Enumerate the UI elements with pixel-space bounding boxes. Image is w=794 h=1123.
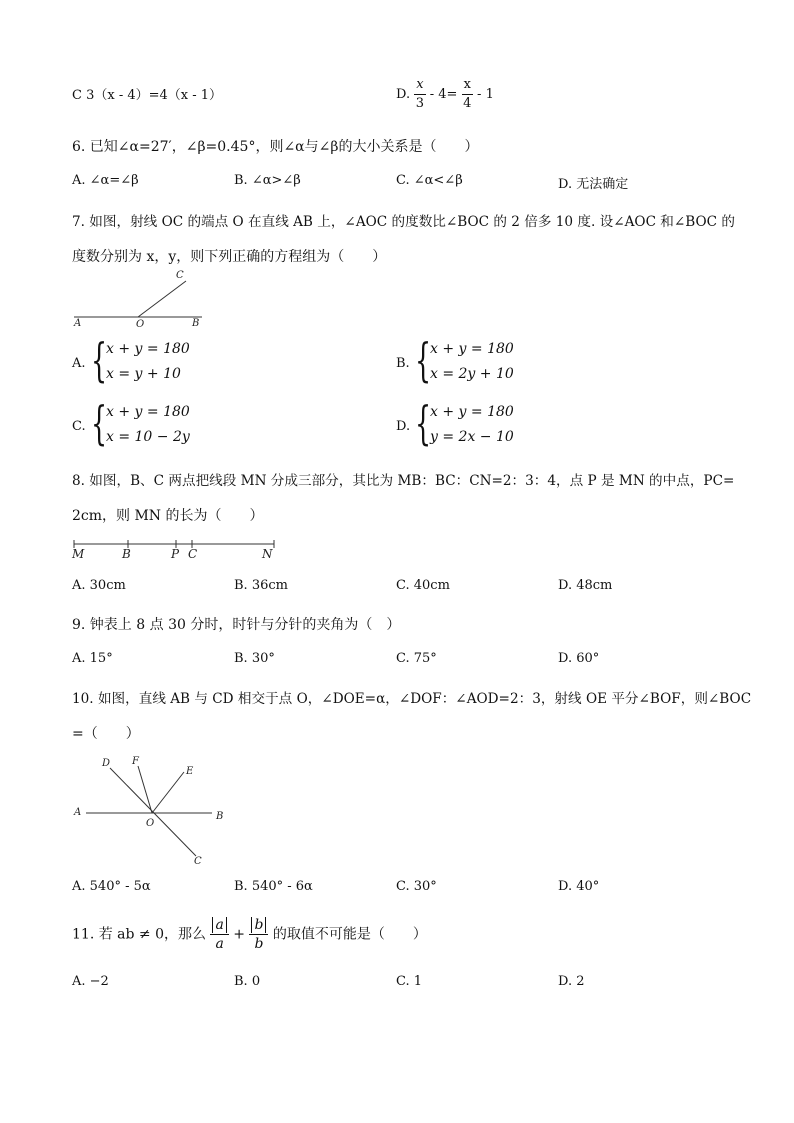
q7-ray-oc: [138, 281, 186, 317]
q10-stem-line-2: =（ ）: [72, 726, 140, 742]
q5-option-d-fraction-2: [462, 76, 473, 113]
q10-option-c: C. 30°: [396, 879, 437, 894]
q5-option-d-fraction-1: [414, 76, 425, 113]
q7-label-b: B: [192, 318, 200, 329]
q11-fraction-a: [210, 916, 228, 953]
q7-option-c-eq2: x = 10 − 2y: [106, 429, 190, 445]
q7-option-b-eq2: x = 2y + 10: [430, 366, 514, 382]
q10-label-o: O: [146, 818, 155, 829]
q7-option-d-eq1: x + y = 180: [430, 404, 514, 420]
q9-option-c: C. 75°: [396, 651, 437, 666]
q7-option-a-brace: {: [91, 333, 108, 387]
q6-option-a: A. ∠α=∠β: [72, 173, 139, 188]
q7-option-c-eq1: x + y = 180: [106, 404, 190, 420]
q10-option-b: B. 540° - 6α: [234, 879, 313, 894]
q7-figure: [70, 268, 210, 334]
abs-value-b: b: [251, 917, 266, 933]
q7-option-a-label: A.: [72, 356, 86, 371]
q11-stem-suffix: 的取值不可能是（ ）: [272, 926, 427, 943]
q7-option-c-label: C.: [72, 419, 86, 434]
q10-label-c: C: [194, 856, 202, 867]
q8-label-p: P: [171, 547, 180, 561]
q10-label-f: F: [132, 756, 139, 767]
q5-option-d-prefix: D.: [396, 87, 411, 102]
q10-ray-of: [138, 766, 152, 813]
q8-label-m: M: [72, 547, 85, 561]
q10-label-e: E: [186, 766, 194, 777]
abs-value-a: a: [212, 917, 226, 933]
q8-label-c: C: [188, 547, 198, 561]
q7-option-a-eq2: x = y + 10: [106, 366, 181, 382]
q10-label-a: A: [74, 807, 82, 818]
q7-option-d-label: D.: [396, 419, 411, 434]
q7-stem-line-2: 度数分别为 x，y，则下列正确的方程组为（ ）: [72, 249, 387, 265]
q10-figure: [70, 752, 240, 868]
q7-label-c: C: [176, 270, 184, 281]
q7-option-b-label: B.: [396, 356, 410, 371]
q6-option-b: B. ∠α>∠β: [234, 173, 301, 188]
q7-stem-line-1: 7. 如图，射线 OC 的端点 O 在直线 AB 上，∠AOC 的度数比∠BOC 的 2 倍多 10 度. 设∠AOC 和∠BOC 的: [72, 214, 735, 230]
fraction-numerator: x: [414, 76, 425, 95]
q9-option-a: A. 15°: [72, 651, 113, 666]
fraction-denominator: b: [254, 936, 264, 952]
q5-option-d: [396, 76, 494, 113]
q5-option-d-suffix: - 1: [477, 87, 494, 102]
q8-option-b: B. 36cm: [234, 578, 288, 593]
q11-option-c: C. 1: [396, 974, 423, 989]
q7-option-d-eq2: y = 2x − 10: [430, 429, 514, 445]
q10-stem-line-1: 10. 如图，直线 AB 与 CD 相交于点 O，∠DOE=α，∠DOF：∠AOD=2：3，射线 OE 平分∠BOF，则∠BOC: [72, 691, 752, 707]
q7-option-d-brace: {: [415, 396, 432, 450]
q11-plus: +: [233, 926, 246, 943]
q8-label-b: B: [122, 547, 131, 561]
q8-option-a: A. 30cm: [72, 578, 126, 593]
fraction-numerator: [249, 916, 268, 935]
q11-option-a: A. −2: [72, 974, 109, 989]
q9-stem: 9. 钟表上 8 点 30 分时，时针与分针的夹角为（ ）: [72, 617, 401, 633]
q8-label-n: N: [262, 547, 273, 561]
q7-option-c-brace: {: [91, 396, 108, 450]
fraction-numerator: x: [462, 76, 473, 95]
q6-stem: 6. 已知∠α=27′，∠β=0.45°，则∠α与∠β的大小关系是（ ）: [72, 139, 479, 155]
q5-option-c: C 3（x - 4）=4（x - 1）: [72, 88, 223, 103]
q10-label-d: D: [102, 758, 111, 769]
q10-option-d: D. 40°: [558, 879, 600, 894]
q7-label-o: O: [136, 319, 145, 330]
q7-option-a-eq1: x + y = 180: [106, 341, 190, 357]
q8-figure: [70, 534, 280, 564]
q7-label-a: A: [74, 318, 82, 329]
q10-label-b: B: [216, 811, 224, 822]
q8-stem-line-2: 2cm，则 MN 的长为（ ）: [72, 508, 264, 524]
q9-option-d: D. 60°: [558, 651, 600, 666]
fraction-numerator: [210, 916, 228, 935]
q10-ray-oe: [152, 772, 184, 813]
q11-stem: [72, 916, 427, 953]
q9-option-b: B. 30°: [234, 651, 275, 666]
q8-stem-line-1: 8. 如图，B、C 两点把线段 MN 分成三部分，其比为 MB：BC：CN=2：3：4，点 P 是 MN 的中点，PC=: [72, 473, 735, 489]
q11-fraction-b: [249, 916, 268, 953]
q6-option-c: C. ∠α<∠β: [396, 173, 463, 188]
fraction-denominator: a: [215, 936, 224, 952]
q10-option-a: A. 540° - 5α: [72, 879, 151, 894]
fraction-denominator: 3: [415, 96, 425, 111]
q8-option-d: D. 48cm: [558, 578, 613, 593]
q7-option-b-brace: {: [415, 333, 432, 387]
q7-option-b-eq1: x + y = 180: [430, 341, 514, 357]
fraction-denominator: 4: [463, 96, 472, 111]
q6-option-d: D. 无法确定: [558, 177, 629, 192]
q11-option-b: B. 0: [234, 974, 261, 989]
q11-option-d: D. 2: [558, 974, 585, 989]
q11-stem-prefix: 11. 若 ab ≠ 0，那么: [72, 926, 207, 943]
q5-option-d-mid: - 4=: [429, 87, 458, 102]
q8-option-c: C. 40cm: [396, 578, 450, 593]
